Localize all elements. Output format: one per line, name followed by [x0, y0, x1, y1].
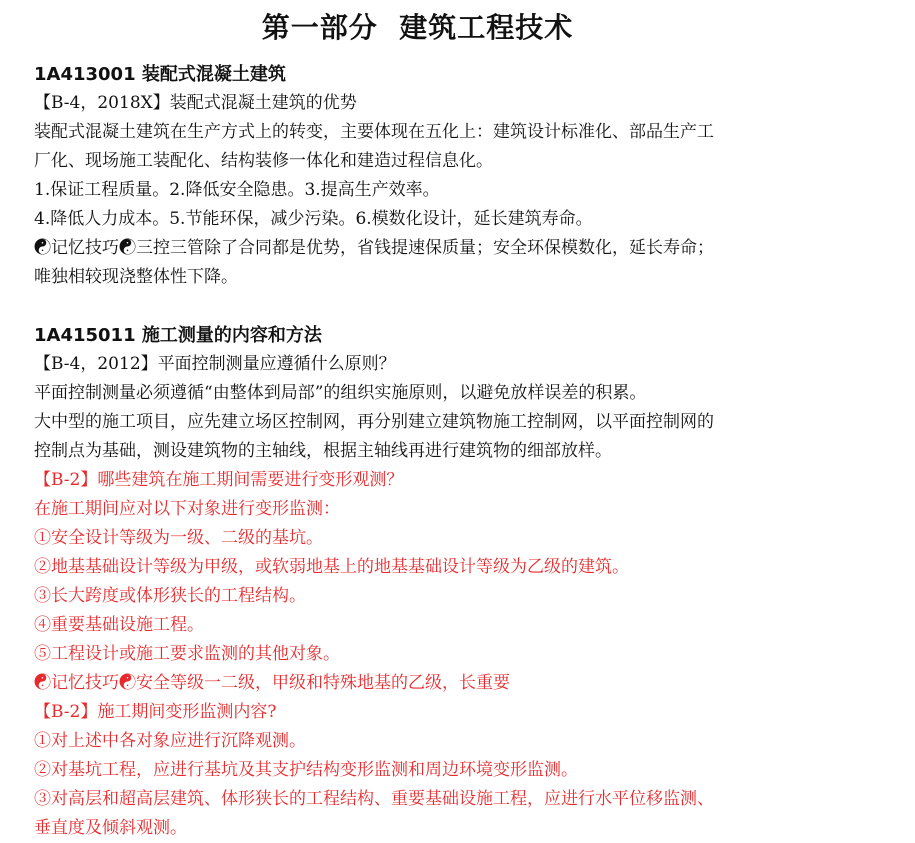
red-memory-tip-line: ☯记忆技巧☯安全等级一二级，甲级和特殊地基的乙级，长重要 — [34, 673, 510, 693]
memory-tip-line: ☯记忆技巧☯三控三管除了合同都是优势，省钱提速保质量；安全环保模数化，延长寿命； — [34, 238, 714, 258]
memory-tip-line: 唯独相较现浇整体性下降。 — [34, 267, 238, 287]
section-construction-survey — [34, 321, 894, 843]
red-list-item: ④重要基础设施工程。 — [34, 615, 204, 635]
section-prefab-concrete — [34, 60, 894, 292]
section-heading: 1A415011 施工测量的内容和方法 — [34, 325, 322, 346]
question-line: 【B-4，2012】平面控制测量应遵循什么原则？ — [34, 354, 396, 374]
paragraph-line: 装配式混凝土建筑在生产方式上的转变，主要体现在五化上：建筑设计标准化、部品生产工 — [34, 122, 714, 142]
red-list-item: 垂直度及倾斜观测。 — [34, 818, 187, 838]
paragraph-line: 平面控制测量必须遵循“由整体到局部”的组织实施原则，以避免放样误差的积累。 — [34, 383, 647, 403]
red-list-item: ③对高层和超高层建筑、体形狭长的工程结构、重要基础设施工程，应进行水平位移监测、 — [34, 789, 714, 809]
red-list-item: ①对上述中各对象应进行沉降观测。 — [34, 731, 306, 751]
red-list-item: ③长大跨度或体形狭长的工程结构。 — [34, 586, 306, 606]
red-question-line: 【B-2】哪些建筑在施工期间需要进行变形观测？ — [34, 470, 404, 490]
question-line: 【B-4，2018X】装配式混凝土建筑的优势 — [34, 93, 357, 113]
red-list-item: ⑤工程设计或施工要求监测的其他对象。 — [34, 644, 340, 664]
section-spacer — [34, 292, 894, 321]
list-line: 1.保证工程质量。2.降低安全隐患。3.提高生产效率。 — [34, 180, 440, 200]
paragraph-line: 大中型的施工项目，应先建立场区控制网，再分别建立建筑物施工控制网，以平面控制网的 — [34, 412, 714, 432]
document-body — [34, 60, 894, 843]
red-list-item: ①安全设计等级为一级、二级的基坑。 — [34, 528, 323, 548]
page-title: 第一部分 建筑工程技术 — [261, 11, 574, 44]
red-list-item: ②地基基础设计等级为甲级，或软弱地基上的地基基础设计等级为乙级的建筑。 — [34, 557, 629, 577]
red-question-line: 【B-2】施工期间变形监测内容? — [34, 702, 277, 722]
red-list-item: ②对基坑工程，应进行基坑及其支护结构变形监测和周边环境变形监测。 — [34, 760, 578, 780]
paragraph-line: 厂化、现场施工装配化、结构装修一体化和建造过程信息化。 — [34, 151, 493, 171]
section-heading: 1A413001 装配式混凝土建筑 — [34, 64, 286, 85]
paragraph-line: 控制点为基础，测设建筑物的主轴线，根据主轴线再进行建筑物的细部放样。 — [34, 441, 612, 461]
red-paragraph-line: 在施工期间应对以下对象进行变形监测： — [34, 499, 340, 519]
list-line: 4.降低人力成本。5.节能环保，减少污染。6.模数化设计，延长建筑寿命。 — [34, 209, 593, 229]
